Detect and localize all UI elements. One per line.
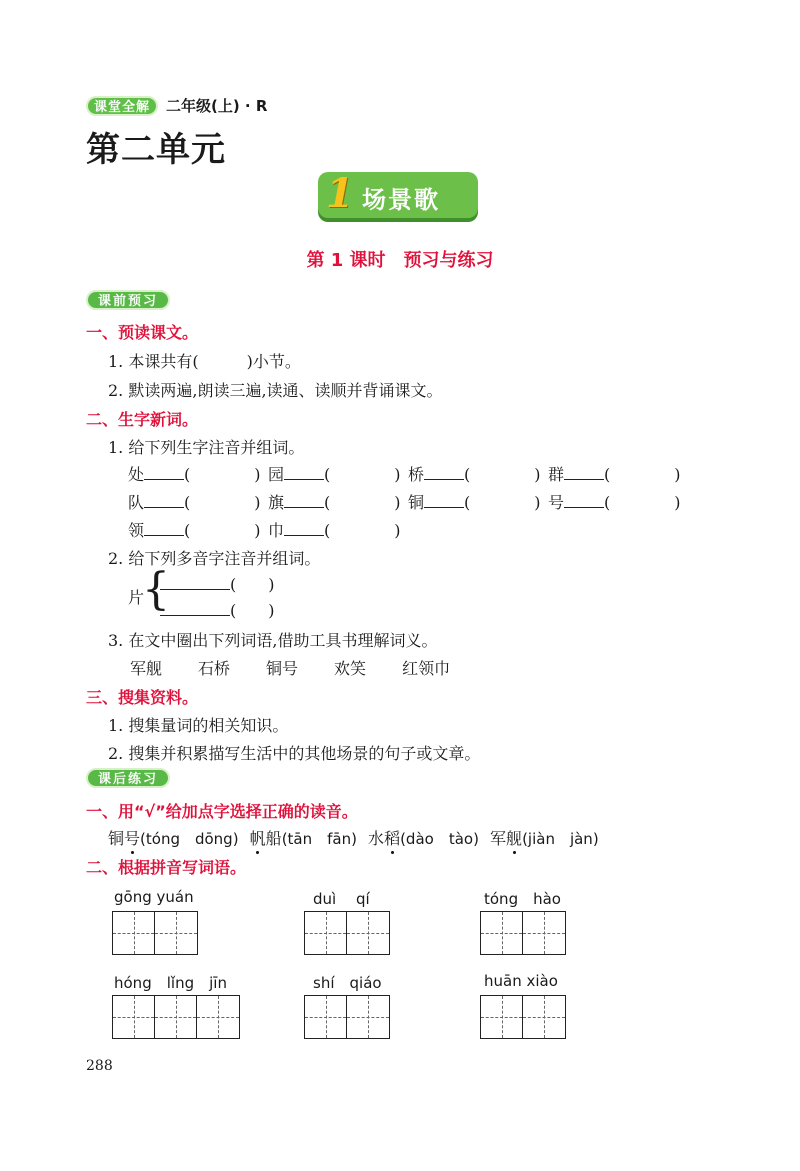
brace-symbol: { <box>142 564 170 615</box>
pinyin-label: gōng yuán <box>114 888 194 906</box>
char-item: 园 ( ) <box>268 465 401 484</box>
section-pronunciation-title: 一、用“√”给加点字选择正确的读音。 <box>86 802 358 821</box>
practice-tag: 课后练习 <box>86 768 170 788</box>
page-number: 288 <box>86 1058 113 1074</box>
pron-item: 水稻(dào tào) <box>368 829 479 848</box>
question-text: 2. 给下列多音字注音并组词。 <box>108 549 321 568</box>
char-item: 群 ( ) <box>548 465 681 484</box>
word: 红领巾 <box>402 659 451 678</box>
polyphone-char: 片 <box>128 588 145 607</box>
lesson-title: 场景歌 <box>362 186 440 214</box>
pinyin-label: tóng hào <box>484 890 561 908</box>
word: 军舰 <box>130 659 163 678</box>
pron-item: 军舰(jiàn jàn) <box>490 829 599 848</box>
unit-title: 第二单元 <box>86 130 226 170</box>
char-item: 领 ( ) <box>128 521 261 540</box>
writing-grid[interactable] <box>304 911 390 955</box>
writing-grid[interactable] <box>112 911 198 955</box>
preview-tag: 课前预习 <box>86 290 170 310</box>
question-text: 3. 在文中圈出下列词语,借助工具书理解词义。 <box>108 631 438 650</box>
pron-item: 帆船(tān fān) <box>249 829 357 848</box>
char-item: 队 ( ) <box>128 493 261 512</box>
word: 欢笑 <box>334 659 367 678</box>
book-series-badge: 课堂全解 <box>86 96 158 116</box>
polyphone-line: ( ) <box>160 598 275 621</box>
pron-item: 铜号(tóng dōng) <box>108 829 239 848</box>
pinyin-label: huān xiào <box>484 972 558 990</box>
char-item: 桥 ( ) <box>408 465 541 484</box>
pinyin-label: shí qiáo <box>313 974 382 992</box>
word: 铜号 <box>266 659 299 678</box>
char-item: 巾 ( ) <box>268 521 401 540</box>
section-preread-title: 一、预读课文。 <box>86 323 199 342</box>
word-list <box>130 656 486 679</box>
pronunciation-row <box>108 826 599 849</box>
word: 石桥 <box>198 659 231 678</box>
pinyin-label: duì qí <box>313 890 370 908</box>
char-item: 号 ( ) <box>548 493 681 512</box>
char-item: 旗 ( ) <box>268 493 401 512</box>
period-title: 第 1 课时 预习与练习 <box>306 250 494 271</box>
question-text: 2. 默读两遍,朗读三遍,读通、读顺并背诵课文。 <box>108 381 443 400</box>
writing-grid[interactable] <box>480 995 566 1039</box>
char-item: 处 ( ) <box>128 465 261 484</box>
lesson-number: 1 <box>326 170 354 217</box>
section-write-words-title: 二、根据拼音写词语。 <box>86 858 247 877</box>
writing-grid[interactable] <box>112 995 240 1039</box>
polyphone-line: ( ) <box>160 572 275 595</box>
question-text: 1. 本课共有( )小节。 <box>108 352 301 371</box>
writing-grid[interactable] <box>304 995 390 1039</box>
pinyin-label: hóng lǐng jīn <box>114 974 227 992</box>
section-research-title: 三、搜集资料。 <box>86 688 199 707</box>
question-text: 2. 搜集并积累描写生活中的其他场景的句子或文章。 <box>108 744 481 763</box>
question-text: 1. 给下列生字注音并组词。 <box>108 438 305 457</box>
section-characters-title: 二、生字新词。 <box>86 410 199 429</box>
writing-grid[interactable] <box>480 911 566 955</box>
question-text: 1. 搜集量词的相关知识。 <box>108 716 289 735</box>
char-item: 铜 ( ) <box>408 493 541 512</box>
grade-label: 二年级(上) · R <box>166 97 268 115</box>
